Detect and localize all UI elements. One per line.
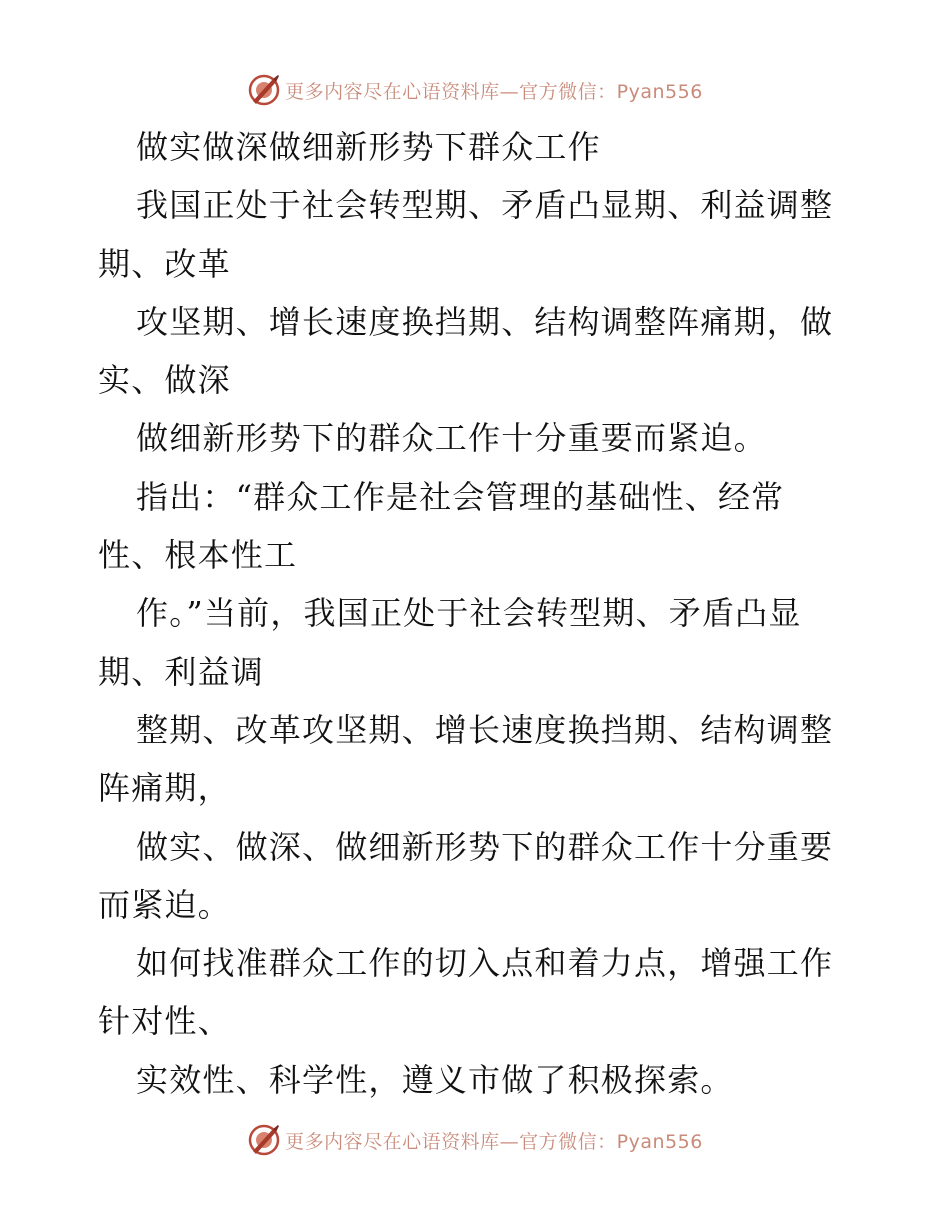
footer-banner xyxy=(0,1120,950,1160)
paragraph-line: 阵痛期， xyxy=(98,769,231,808)
header-banner xyxy=(0,70,950,110)
banner-contact: Pyan556 xyxy=(616,80,703,103)
paragraph-line: 期、改革 xyxy=(98,244,231,283)
paragraph-line: 我国正处于社会转型期、矛盾凸显期、利益调整 xyxy=(136,186,834,225)
paragraph-line: 指出：“群众工作是社会管理的基础性、经常 xyxy=(136,477,785,516)
paragraph-line: 针对性、 xyxy=(98,1002,231,1041)
header-banner-content xyxy=(247,73,703,107)
paragraph-line: 性、根本性工 xyxy=(98,536,298,575)
footer-banner-content xyxy=(247,1123,703,1157)
paragraph-line: 而紧迫。 xyxy=(98,885,231,924)
paragraph-line: 做实、做深、做细新形势下的群众工作十分重要 xyxy=(136,827,834,866)
banner-text: 更多内容尽在心语资料库—官方微信：Pyan556 xyxy=(285,80,703,103)
paragraph-line: 期、利益调 xyxy=(98,652,265,691)
paragraph-line: 实效性、科学性，遵义市做了积极探索。 xyxy=(136,1060,734,1099)
paragraph-line: 作。”当前，我国正处于社会转型期、矛盾凸显 xyxy=(136,594,802,633)
banner-contact: Pyan556 xyxy=(616,1130,703,1153)
document-body xyxy=(98,118,858,1109)
banner-text: 更多内容尽在心语资料库—官方微信：Pyan556 xyxy=(285,1130,703,1153)
paragraph-line: 如何找准群众工作的切入点和着力点，增强工作 xyxy=(136,944,834,983)
paragraph-line: 攻坚期、增长速度换挡期、结构调整阵痛期，做 xyxy=(136,302,834,341)
pen-seal-icon xyxy=(247,73,281,107)
paragraph-line: 做细新形势下的群众工作十分重要而紧迫。 xyxy=(136,419,767,458)
pen-seal-icon xyxy=(247,1123,281,1157)
paragraph-line: 实、做深 xyxy=(98,361,231,400)
paragraph-line: 整期、改革攻坚期、增长速度换挡期、结构调整 xyxy=(136,710,834,749)
document-title: 做实做深做细新形势下群众工作 xyxy=(136,128,601,166)
